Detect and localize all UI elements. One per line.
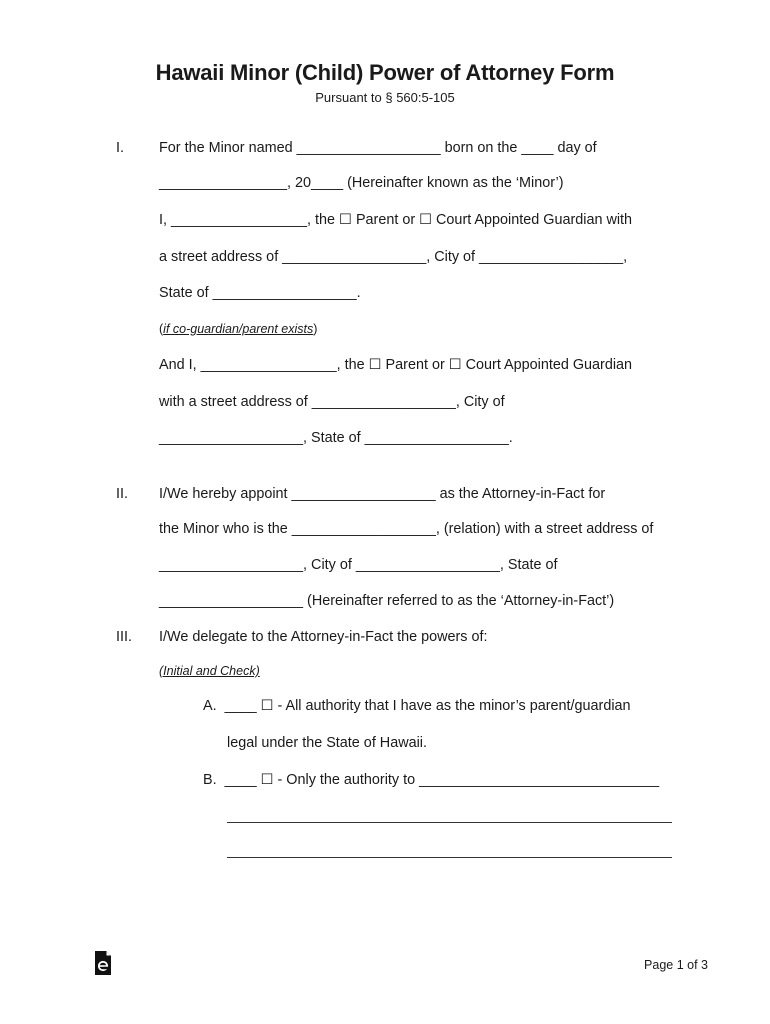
delegate-powers-line: I/We delegate to the Attorney-in-Fact the powers of: (159, 629, 488, 645)
initial-and-check-note: (Initial and Check) (159, 664, 260, 678)
attorney-relation-line: the Minor who is the __________________, (relation) with a street address of (159, 521, 654, 537)
option-a-line: A. ____ ☐ - All authority that I have as the minor’s parent/guardian (203, 698, 631, 714)
birth-year-line: ________________, 20____ (Hereinafter known as the ‘Minor’) (159, 175, 564, 191)
attorney-name-line: I/We hereby appoint __________________ as the Attorney-in-Fact for (159, 486, 606, 502)
page-title: Hawaii Minor (Child) Power of Attorney Form (155, 60, 615, 85)
section-numeral-2: II. (116, 486, 128, 502)
option-a-continued: legal under the State of Hawaii. (227, 735, 427, 751)
attorney-state-line: __________________ (Hereinafter referred to as the ‘Attorney-in-Fact’) (159, 593, 615, 609)
section-numeral-1: I. (116, 140, 124, 156)
co-guardian-name-line: And I, _________________, the ☐ Parent or ☐ Court Appointed Guardian (159, 357, 633, 373)
eforms-logo-icon (92, 950, 114, 981)
guardian-state-line: State of __________________. (159, 285, 361, 301)
section-numeral-3: III. (116, 629, 132, 645)
co-guardian-note: (if co-guardian/parent exists) (159, 322, 318, 336)
guardian-address-line: a street address of __________________, City of __________________, (159, 249, 628, 265)
statute-reference: Pursuant to § 560:5-105 (315, 90, 455, 105)
attorney-city-line: __________________, City of __________________, State of (159, 557, 558, 573)
co-guardian-state-line: __________________, State of __________________. (159, 430, 513, 446)
minor-name-line: For the Minor named __________________ born on the ____ day of (159, 140, 597, 156)
page-number: Page 1 of 3 (644, 958, 708, 972)
co-guardian-address-line: with a street address of __________________, City of (159, 394, 505, 410)
authority-blank-line-2 (227, 857, 672, 858)
option-b-line: B. ____ ☐ - Only the authority to ______________________________ (203, 772, 660, 788)
guardian-name-line: I, _________________, the ☐ Parent or ☐ Court Appointed Guardian with (159, 212, 633, 228)
authority-blank-line-1 (227, 822, 672, 823)
